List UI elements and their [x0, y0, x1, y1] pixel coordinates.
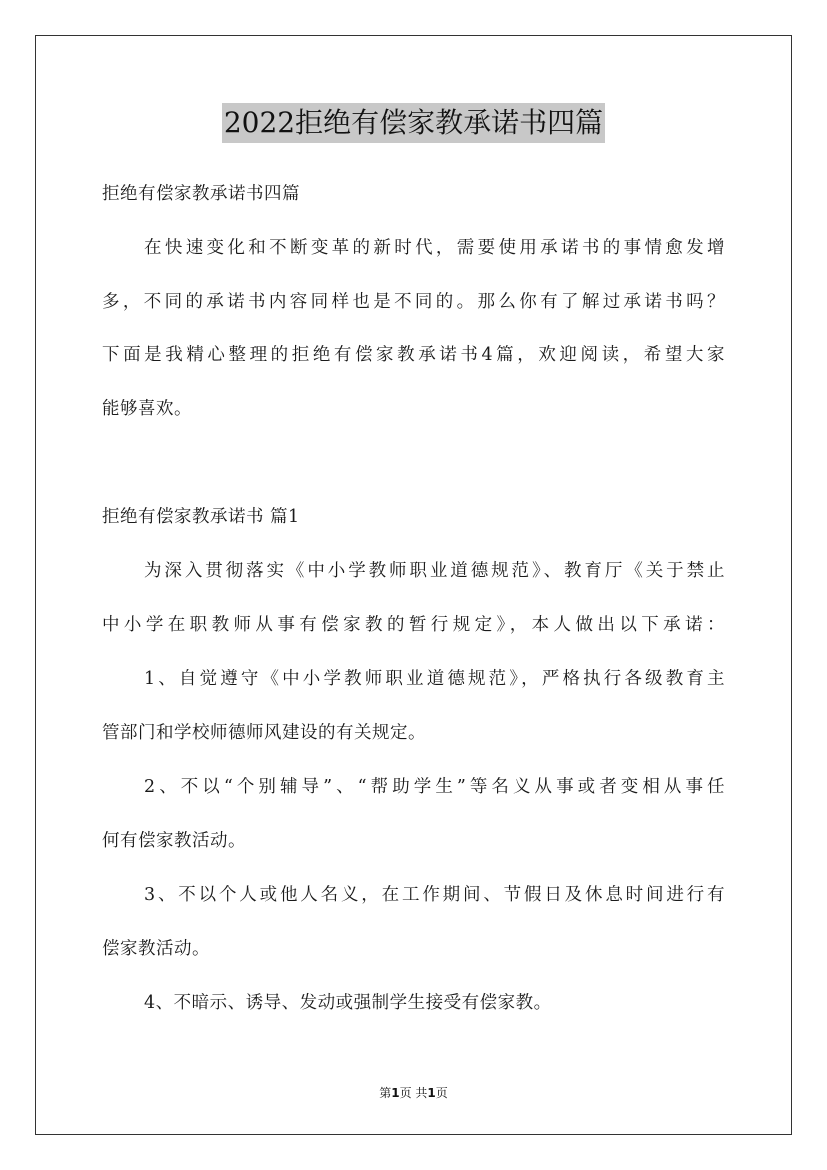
paragraph-line: 多，不同的承诺书内容同样也是不同的。那么你有了解过承诺书吗？	[102, 292, 725, 312]
paragraph-line: 中小学在职教师从事有偿家教的暂行规定》，本人做出以下承诺：	[102, 615, 725, 635]
paragraph-line: 为深入贯彻落实《中小学教师职业道德规范》、教育厅《关于禁止	[144, 561, 725, 581]
title-container	[0, 103, 827, 143]
paragraph-line: 1、自觉遵守《中小学教师职业道德规范》，严格执行各级教育主	[144, 669, 725, 689]
paragraph-line: 管部门和学校师德师风建设的有关规定。	[102, 723, 426, 743]
paragraph-line: 4、不暗示、诱导、发动或强制学生接受有偿家教。	[144, 993, 552, 1013]
page-mid: 页 共	[399, 1086, 428, 1100]
page-prefix: 第	[379, 1086, 392, 1100]
document-title: 2022拒绝有偿家教承诺书四篇	[222, 103, 605, 143]
paragraph-line: 偿家教活动。	[102, 939, 210, 959]
page-suffix: 页	[435, 1086, 448, 1100]
paragraph-line: 能够喜欢。	[102, 399, 192, 419]
paragraph-line: 何有偿家教活动。	[102, 831, 246, 851]
section-heading: 拒绝有偿家教承诺书四篇	[102, 184, 300, 204]
page-total: 1	[427, 1086, 436, 1100]
section-heading: 拒绝有偿家教承诺书 篇1	[102, 507, 300, 527]
page-footer	[0, 1084, 827, 1101]
paragraph-line: 在快速变化和不断变革的新时代，需要使用承诺书的事情愈发增	[144, 238, 725, 258]
paragraph-line: 3、不以个人或他人名义，在工作期间、节假日及休息时间进行有	[144, 885, 725, 905]
page-current: 1	[391, 1086, 400, 1100]
paragraph-line: 下面是我精心整理的拒绝有偿家教承诺书4篇，欢迎阅读，希望大家	[102, 345, 725, 365]
paragraph-line: 2、不以“个别辅导”、“帮助学生”等名义从事或者变相从事任	[144, 777, 725, 797]
